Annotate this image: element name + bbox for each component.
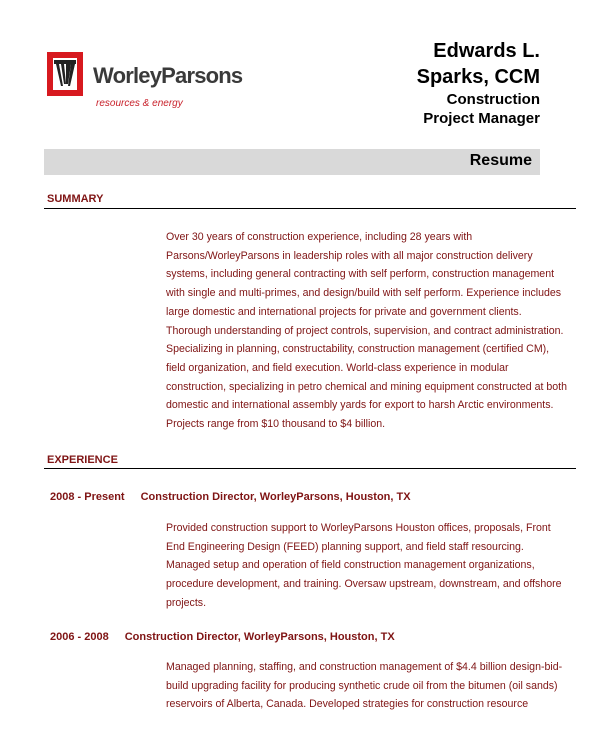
job-heading [50,631,395,643]
experience-divider [44,468,576,469]
summary-line: Parsons/WorleyParsons in leadership roles with all major construction delivery [166,249,533,262]
name-block [417,38,540,128]
job-position: Construction Director, WorleyParsons, Houston, TX [124,631,395,643]
resume-label: Resume [469,152,532,169]
summary-heading: SUMMARY [47,193,104,205]
job-description [166,658,584,714]
candidate-name-line2: Sparks, CCM [416,66,540,88]
summary-line: with single and multi-primes, and design/build with self perform. Experience includes [166,287,562,300]
job-line: End Engineering Design (FEED) planning support, and field staff resourcing. [166,540,524,553]
job-line: reservoirs of Alberta, Canada. Developed strategies for construction resource [166,698,529,711]
resume-banner [44,149,540,175]
job-dates: 2008 - Present [50,491,125,503]
summary-line: construction, specializing in petro chemical and mining equipment constructed at both [166,380,568,393]
candidate-role-line1: Construction [446,91,540,108]
job-heading [50,491,411,503]
summary-divider [44,208,576,209]
summary-line: field organization, and field execution. World-class experience in modular [166,361,509,374]
job-line: procedure development, and training. Oversaw upstream, downstream, and offshore [166,578,562,591]
summary-text [166,228,584,434]
summary-line: Projects range from $10 thousand to $4 billion. [166,418,386,431]
job-line: Managed planning, staffing, and construction management of $4.4 billion design-bid- [166,661,563,673]
logo-emblem-icon [53,58,77,90]
summary-line: domestic and international assembly yards for export to harsh Arctic environments. [166,399,554,412]
summary-line: large domestic and international projects for private and government clients. [166,305,522,318]
summary-line: Thorough understanding of project controls, supervision, and contract administration. [166,324,564,337]
job-description [166,519,584,613]
logo-wordmark: WorleyParsons [93,63,243,88]
summary-line: Specializing in planning, constructability, construction management (certified CM), [166,343,550,356]
job-line: projects. [166,596,207,609]
summary-line: Over 30 years of construction experience, including 28 years with [166,231,473,243]
candidate-role-line2: Project Manager [423,110,540,127]
candidate-name-line1: Edwards L. [433,40,540,62]
logo-tagline: resources & energy [96,98,183,109]
job-dates: 2006 - 2008 [50,631,109,643]
summary-line: systems, including general contracting with self perform, construction management [166,268,555,281]
logo-emblem [47,52,83,96]
job-line: build upgrading facility for producing synthetic crude oil from the bitumen (oil sands) [166,679,558,692]
job-line: Managed setup and operation of field construction management organizations, [166,559,535,572]
job-position: Construction Director, WorleyParsons, Houston, TX [140,491,411,503]
job-line: Provided construction support to WorleyParsons Houston offices, proposals, Front [166,522,551,534]
experience-heading: EXPERIENCE [47,454,118,466]
